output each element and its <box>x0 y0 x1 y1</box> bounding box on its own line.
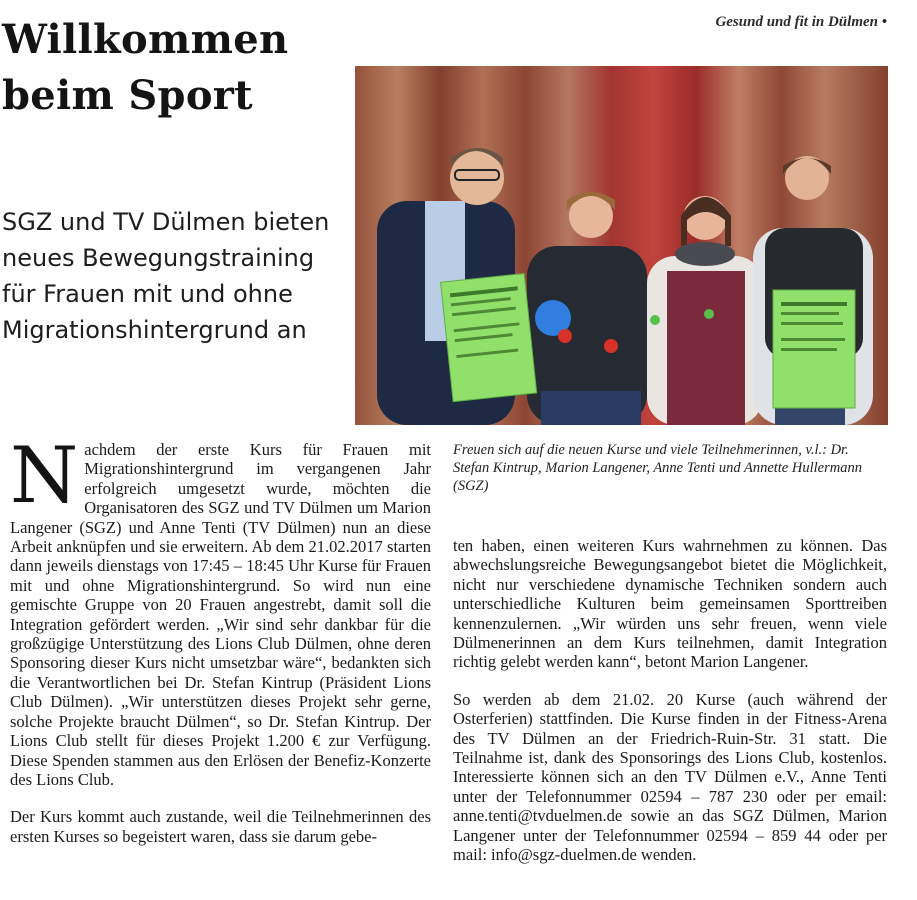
article-column-right <box>453 536 887 865</box>
paragraph-2-start: Der Kurs kommt auch zustande, weil die Teilnehmerinnen des ersten Kurses so begeistert waren, dass sie darum gebe- <box>10 807 431 846</box>
flyer-poster-right <box>773 290 855 408</box>
headline-line-1: Willkommen <box>2 16 289 63</box>
paragraph-1-text: achdem der erste Kurs für Frauen mit Migrationshintergrund im vergangenen Jahr erfolgreich umgesetzt wurde, möchten die Organisatoren des SGZ und TV Dülmen um Marion Langener (SGZ) und Anne Tenti (TV Dülmen) nun an diese Arbeit anknüpfen und sie erweitern. Ab dem 21.02.2017 starten dann jeweils dienstags von 17:45 – 18:45 Uhr Kurse für Frauen mit und ohne Migrationshintergrund. So wird nun eine gemischte Gruppe von 20 Frauen angestrebt, damit soll die Integration gefördert werden. „Wir sind sehr dankbar für die großzügige Unterstützung des Lions Club Dülmen, ohne deren Sponsoring dieser Kurs nicht umsetzbar wäre“, bedankten sich die Verantwortlichen bei Dr. Stefan Kintrup (Präsident Lions Club Dülmen). „Wir unterstützen dieses Projekt sehr gerne, solche Projekte braucht Dülmen“, so Dr. Stefan Kintrup. Der Lions Club stellt für dieses Projekt 1.200 € zur Verfügung. Diese Spenden stammen aus den Erlösen der Benefiz-Konzerte des Lions Club. <box>10 440 431 789</box>
paragraph-1 <box>10 431 431 789</box>
article-subhead: SGZ und TV Dülmen bieten neues Bewegungstraining für Frauen mit und ohne Migrationshintergrund an <box>2 208 330 344</box>
article-headline <box>2 12 288 124</box>
group-photo <box>355 66 888 425</box>
running-head: Gesund und fit in Dülmen • <box>715 14 887 30</box>
paragraph-2-continuation: ten haben, einen weiteren Kurs wahrnehmen zu können. Das abwechslungsreiche Bewegungsangebot bietet die Möglichkeit, nicht nur verschiedene dynamische Techniken sondern auch unterschiedliche Kulturen beim gemeinsamen Sporttreiben kennenzulernen. „Wir würden uns sehr freuen, wenn viele Dülmenerinnen an dem Kurs teilnehmen, damit Integration richtig gelebt werden kann“, betont Marion Langener. <box>453 536 887 672</box>
dropcap: N <box>10 431 79 521</box>
article-column-left <box>10 431 431 846</box>
paragraph-3: So werden ab dem 21.02. 20 Kurse (auch während der Osterferien) stattfinden. Die Kurse finden in der Fitness-Arena des TV Dülmen an der Friedrich-Ruin-Str. 31 statt. Die Teilnahme ist, dank des Sponsorings des Lions Club, kostenlos. Interessierte können sich an den TV Dülmen e.V., Anne Tenti unter der Telefonnummer 02594 – 787 230 oder per email: anne.tenti@tvduelmen.de sowie an das SGZ Dülmen, Marion Langener unter der Telefonnummer 02594 – 859 44 oder per mail: info@sgz-duelmen.de wenden. <box>453 689 887 865</box>
group-photo-illustration <box>355 66 888 425</box>
headline-line-2: beim Sport <box>2 72 253 119</box>
flyer-poster-left <box>441 274 537 402</box>
photo-caption: Freuen sich auf die neuen Kurse und viele Teilnehmerinnen, v.l.: Dr. Stefan Kintrup, Marion Langener, Anne Tenti und Annette Hullermann (SGZ) <box>453 442 862 494</box>
